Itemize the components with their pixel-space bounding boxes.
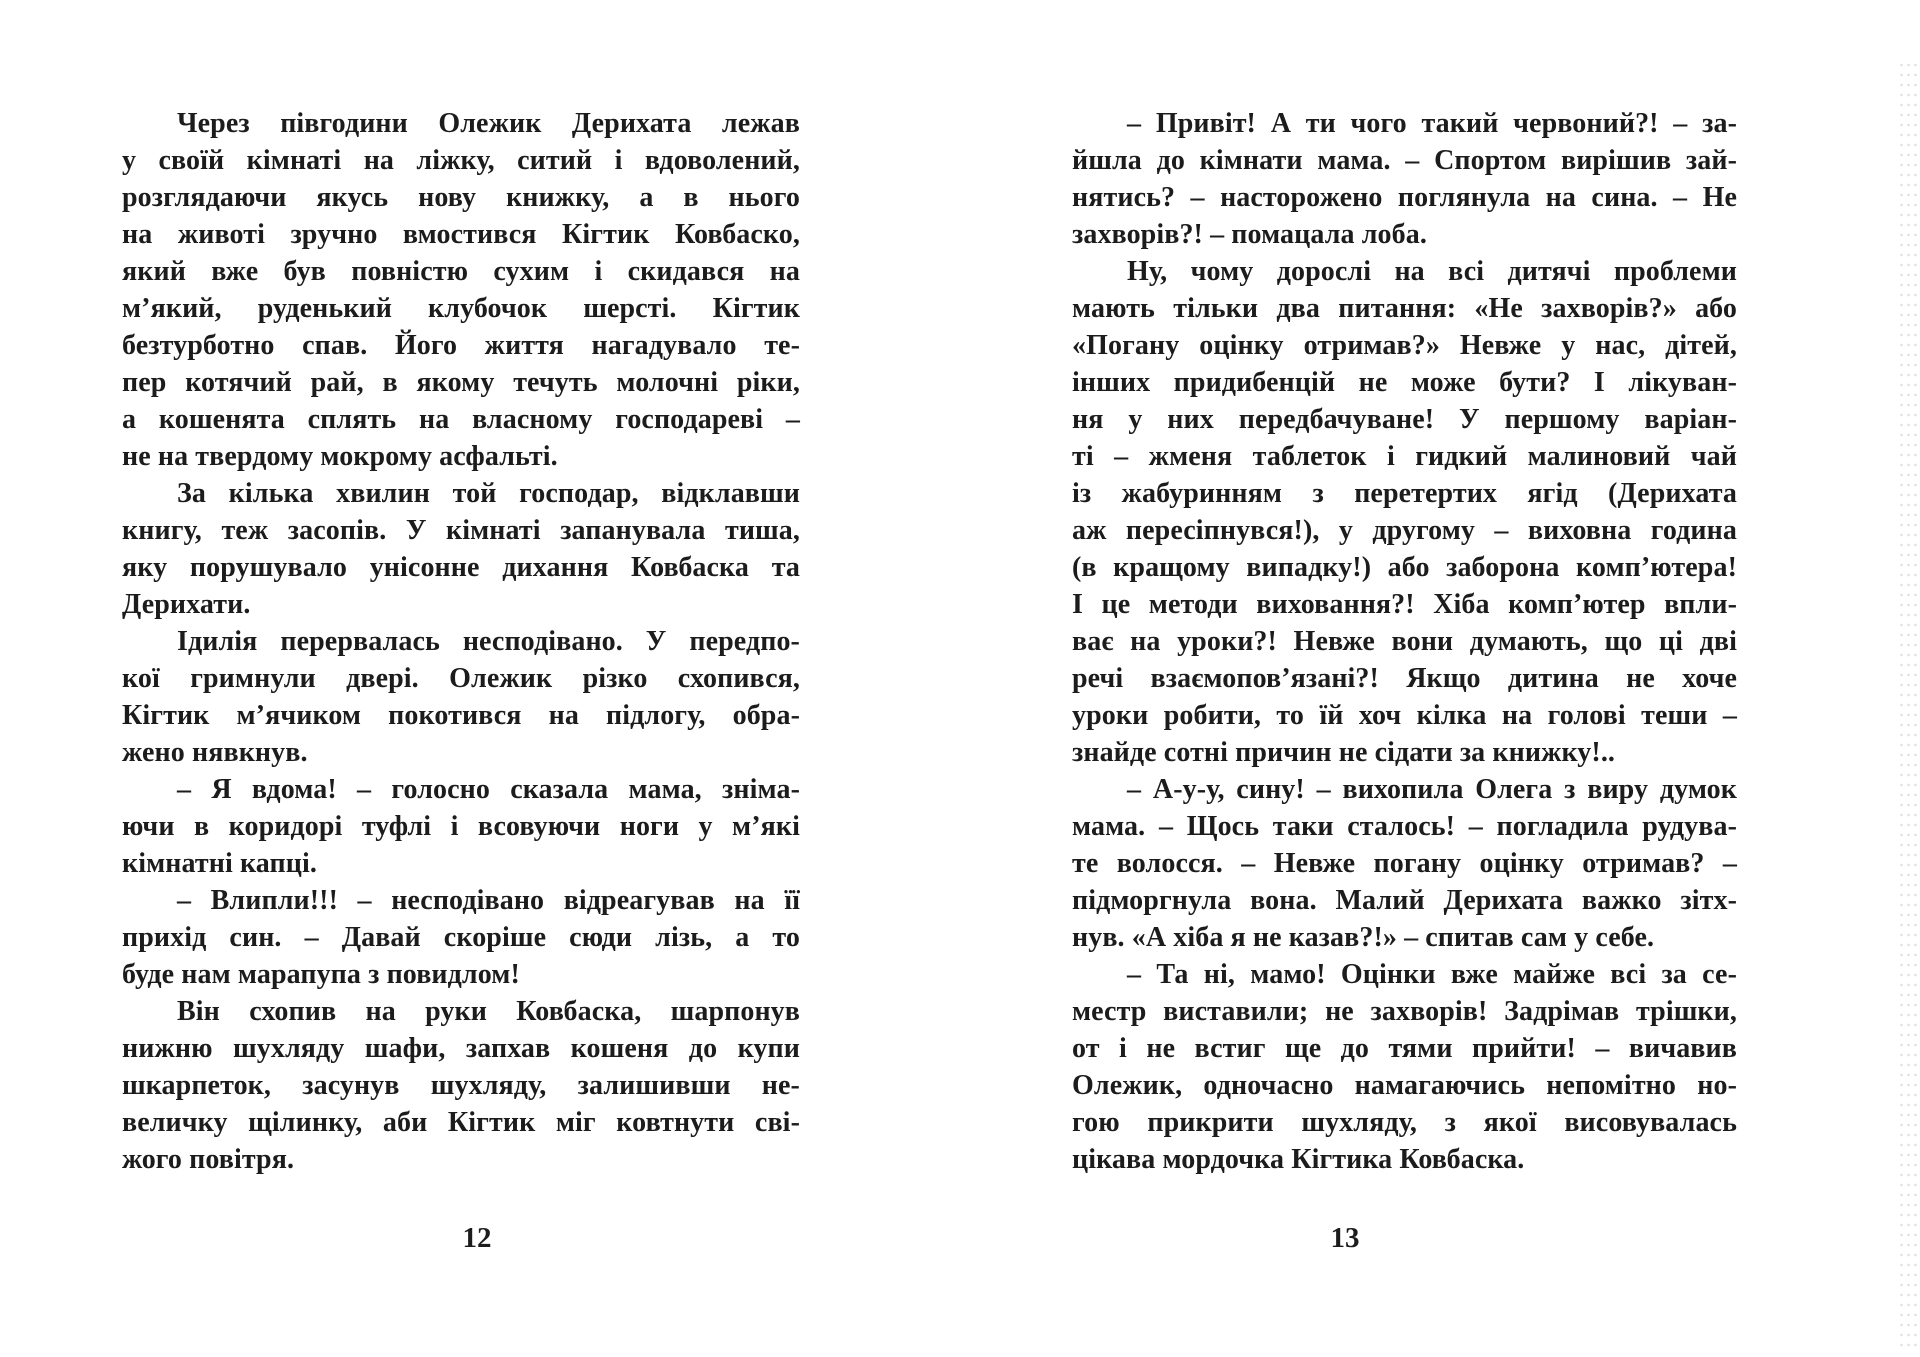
text-line: Ідилія перервалась несподівано. У передпо- (177, 626, 800, 657)
text-line: аж пересіпнувся!), у другому – виховна година (1072, 515, 1737, 546)
text-line: нув. «А хіба я не казав?!» – спитав сам у себе. (1072, 922, 1655, 953)
text-line: який вже був повністю сухим і скидався на (122, 256, 800, 287)
text-line: прихід син. – Давай скоріше сюди лізь, а то (122, 922, 800, 953)
paragraph (122, 882, 800, 993)
text-line: жено нявкнув. (122, 737, 308, 768)
text-line: нижню шухляду шафи, запхав кошеня до купи (122, 1033, 800, 1064)
text-line: мають тільки два питання: «Не захворів?» або (1072, 293, 1737, 324)
text-line: на животі зручно вмостився Кігтик Ковбаско, (122, 219, 800, 250)
text-line: – Та ні, мамо! Оцінки вже майже всі за се- (1127, 959, 1737, 990)
text-line: величку щілинку, аби Кігтик міг ковтнути сві- (122, 1107, 800, 1138)
text-line: Кігтик м’ячиком покотився на підлогу, обра- (122, 700, 800, 731)
text-line: Ну, чому дорослі на всі дитячі проблеми (1127, 256, 1737, 287)
text-line: кімнатні капці. (122, 848, 317, 879)
text-line: захворів?! – помацала лоба. (1072, 219, 1427, 250)
text-line: (в кращому випадку!) або заборона комп’ютера! (1072, 552, 1737, 583)
text-line: книгу, теж засопів. У кімнаті запанувала тиша, (122, 515, 800, 546)
text-line: із жабуринням з перетертих ягід (Дерихата (1072, 478, 1737, 509)
text-line: кої гримнули двері. Олежик різко схопився, (122, 663, 800, 694)
text-line: Дерихати. (122, 589, 251, 620)
text-line: мама. – Щось таки сталось! – погладила рудува- (1072, 811, 1737, 842)
text-line: розглядаючи якусь нову книжку, а в нього (122, 182, 800, 213)
paragraph (122, 993, 800, 1178)
text-line: ючи в коридорі туфлі і всовуючи ноги у м’які (122, 811, 800, 842)
text-line: – Привіт! А ти чого такий червоний?! – за- (1127, 108, 1737, 139)
text-line: те волосся. – Невже погану оцінку отримав? – (1072, 848, 1737, 879)
page-number-right: 13 (1330, 1222, 1360, 1254)
text-line: жого повітря. (122, 1144, 295, 1175)
text-line: речі взаємопов’язані?! Якщо дитина не хоче (1072, 663, 1737, 694)
scan-edge-dots-texture (1898, 60, 1920, 1350)
page-right-text (1072, 105, 1737, 1178)
page-left-text (122, 105, 800, 1178)
paragraph (122, 771, 800, 882)
text-line: Через півгодини Олежик Дерихата лежав (177, 108, 800, 139)
text-line: знайде сотні причин не сідати за книжку!.. (1072, 737, 1616, 768)
text-line: не на твердому мокрому асфальті. (122, 441, 558, 472)
text-line: безтурботно спав. Його життя нагадувало те- (122, 330, 800, 361)
paragraph (1072, 771, 1737, 956)
text-line: буде нам марапупа з повидлом! (122, 959, 520, 990)
text-line: м’який, руденький клубочок шерсті. Кігтик (122, 293, 800, 324)
paragraph (122, 623, 800, 771)
text-line: За кілька хвилин той господар, відклавши (177, 478, 800, 509)
paragraph (122, 475, 800, 623)
text-line: а кошенята сплять на власному господареві – (122, 404, 800, 435)
text-line: – Я вдома! – голосно сказала мама, зніма- (177, 774, 800, 805)
paragraph (1072, 956, 1737, 1178)
text-line: яку порушувало унісонне дихання Ковбаска та (122, 552, 800, 583)
text-line: пер котячий рай, в якому течуть молочні ріки, (122, 367, 800, 398)
text-line: Він схопив на руки Ковбаска, шарпонув (177, 996, 800, 1027)
text-line: местр виставили; не захворів! Задрімав трішки, (1072, 996, 1737, 1027)
text-line: підморгнула вона. Малий Дерихата важко зітх- (1072, 885, 1737, 916)
text-line: гою прикрити шухляду, з якої висовувалась (1072, 1107, 1737, 1138)
text-line: уроки робити, то їй хоч кілка на голові теши – (1072, 700, 1737, 731)
paragraph (1072, 253, 1737, 771)
text-line: ває на уроки?! Невже вони думають, що ці дві (1072, 626, 1737, 657)
text-line: Олежик, одночасно намагаючись непомітно но- (1072, 1070, 1737, 1101)
text-line: у своїй кімнаті на ліжку, ситий і вдоволений, (122, 145, 800, 176)
text-line: інших придибенцій не може бути? І лікуван- (1072, 367, 1737, 398)
text-line: йшла до кімнати мама. – Спортом вирішив зай- (1072, 145, 1737, 176)
text-line: шкарпеток, засунув шухляду, залишивши не- (122, 1070, 800, 1101)
paragraph (1072, 105, 1737, 253)
text-line: – А-у-у, сину! – вихопила Олега з виру думок (1127, 774, 1737, 805)
text-line: І це методи виховання?! Хіба комп’ютер впли- (1072, 589, 1737, 620)
text-line: ня у них передбачуване! У першому варіан- (1072, 404, 1737, 435)
text-line: цікава мордочка Кігтика Ковбаска. (1072, 1144, 1525, 1175)
text-line: от і не встиг ще до тями прийти! – вичавив (1072, 1033, 1737, 1064)
text-line: «Погану оцінку отримав?» Невже у нас, дітей, (1072, 330, 1737, 361)
paragraph (122, 105, 800, 475)
text-line: – Влипли!!! – несподівано відреагував на її (177, 885, 800, 916)
text-line: нятись? – насторожено поглянула на сина. – Не (1072, 182, 1737, 213)
page-number-left: 12 (462, 1222, 492, 1254)
text-line: ті – жменя таблеток і гидкий малиновий чай (1072, 441, 1737, 472)
